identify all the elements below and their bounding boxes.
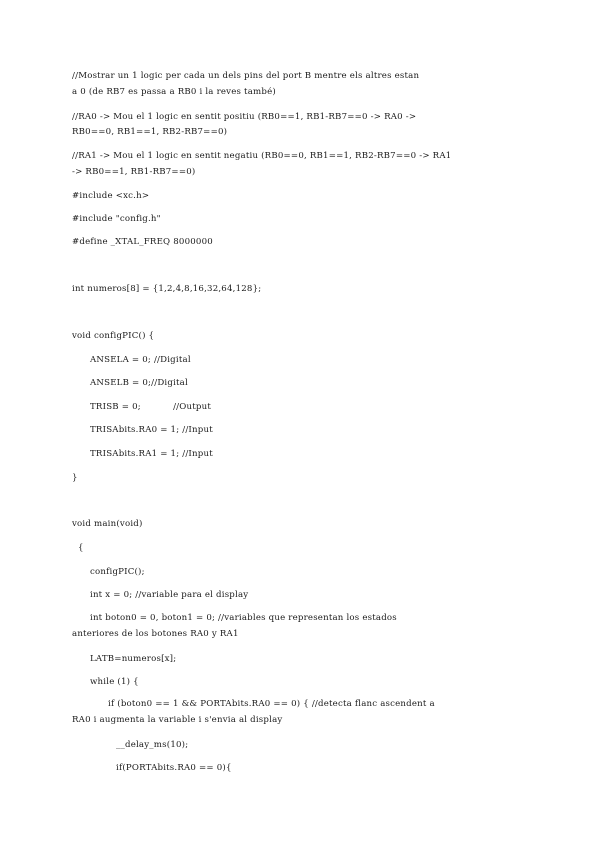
code-line: void configPIC() {	[72, 331, 155, 341]
code-line: if (boton0 == 1 && PORTAbits.RA0 == 0) { //detecta flanc ascendent a	[108, 699, 435, 709]
code-line: {	[78, 543, 84, 553]
code-line: ANSELA = 0; //Digital	[90, 355, 191, 365]
code-line: #define _XTAL_FREQ 8000000	[72, 237, 213, 247]
code-line: while (1) {	[90, 677, 139, 687]
code-line: __delay_ms(10);	[116, 740, 189, 750]
code-line: int boton0 = 0, boton1 = 0; //variables que representan los estados	[90, 613, 397, 623]
code-line: //RA0 -> Mou el 1 logic en sentit positiu (RB0==1, RB1-RB7==0 -> RA0 ->	[72, 112, 417, 122]
code-line: //RA1 -> Mou el 1 logic en sentit negatiu (RB0==0, RB1==1, RB2-RB7==0 -> RA1	[72, 151, 452, 161]
code-line: RB0==0, RB1==1, RB2-RB7==0)	[72, 127, 228, 137]
code-line: int x = 0; //variable para el display	[90, 590, 249, 600]
code-line: //Mostrar un 1 logic per cada un dels pins del port B mentre els altres estan	[72, 71, 420, 81]
code-line: RA0 i augmenta la variable i s'envia al display	[72, 715, 283, 725]
code-line: }	[72, 473, 78, 483]
code-line: void main(void)	[72, 519, 143, 529]
code-line: TRISAbits.RA0 = 1; //Input	[90, 425, 213, 435]
code-line: anteriores de los botones RA0 y RA1	[72, 629, 239, 639]
code-line: -> RB0==1, RB1-RB7==0)	[72, 167, 196, 177]
code-line: LATB=numeros[x];	[90, 654, 177, 664]
code-line: a 0 (de RB7 es passa a RB0 i la reves també)	[72, 87, 276, 97]
code-line: #include "config.h"	[72, 214, 161, 224]
code-line: int numeros[8] = {1,2,4,8,16,32,64,128};	[72, 284, 262, 294]
code-line: TRISAbits.RA1 = 1; //Input	[90, 449, 213, 459]
code-line: configPIC();	[90, 567, 145, 577]
code-line: if(PORTAbits.RA0 == 0){	[116, 763, 232, 773]
code-line: TRISB = 0; //Output	[90, 402, 211, 412]
code-line: ANSELB = 0;//Digital	[90, 378, 188, 388]
code-line: #include <xc.h>	[72, 191, 150, 201]
